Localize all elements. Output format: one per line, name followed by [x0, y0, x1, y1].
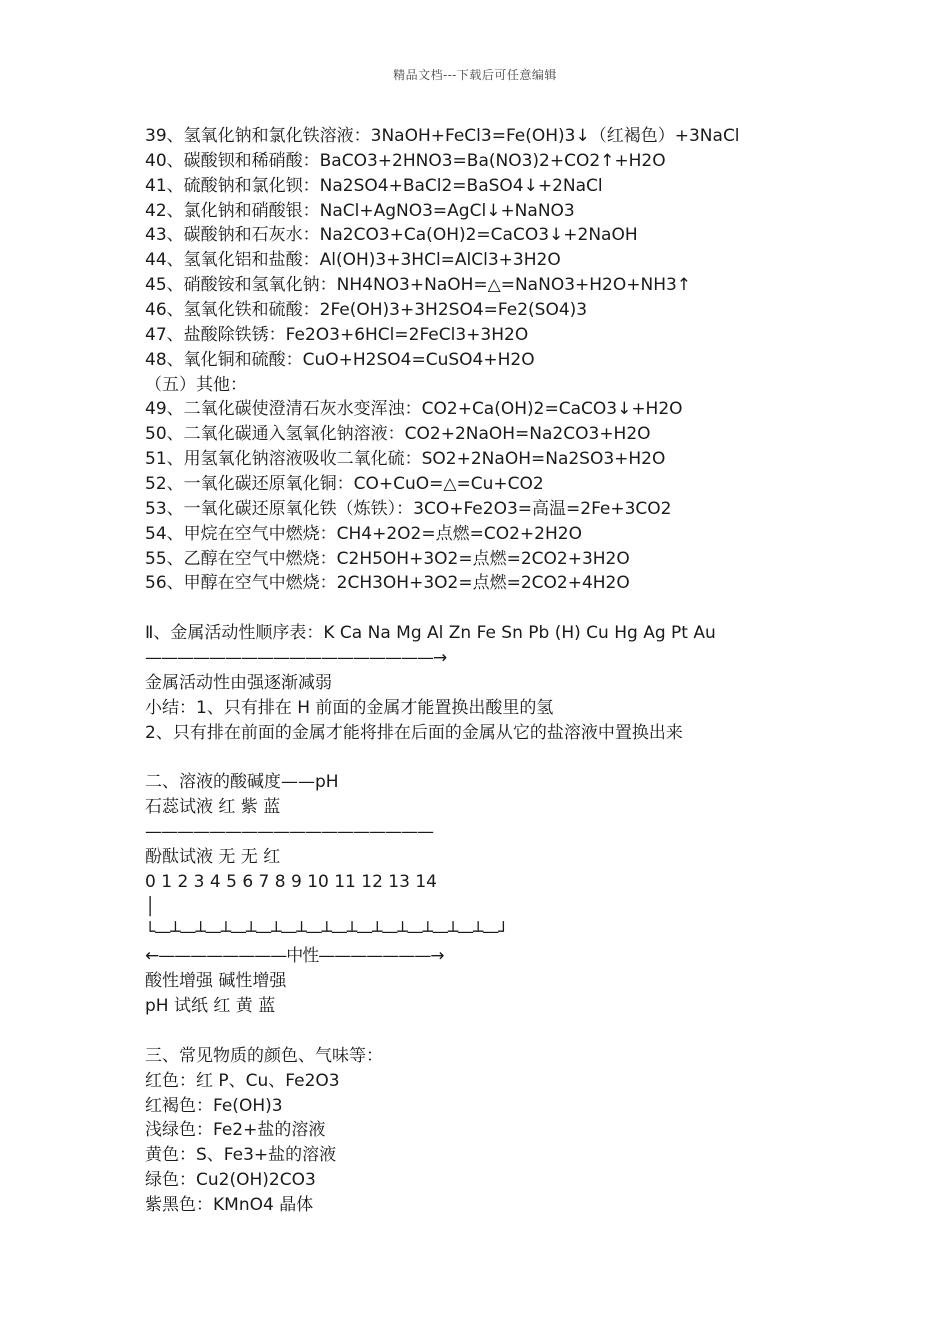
ph-scale-numbers: 0 1 2 3 4 5 6 7 8 9 10 11 12 13 14: [145, 871, 437, 892]
color-red-brown: 红褐色：Fe(OH)3: [145, 1095, 283, 1116]
ph-paper-colors: pH 试纸 红 黄 蓝: [145, 996, 276, 1017]
ph-scale-ruler: └—┴—┴—┴—┴—┴—┴—┴—┴—┴—┴—┴—┴—┴—┘: [145, 921, 508, 942]
activity-arrow: ——————————————————→: [145, 648, 447, 669]
section-other-heading: （五）其他：: [145, 374, 247, 395]
phenolphthalein-colors: 酚酞试液 无 无 红: [145, 846, 281, 867]
blank-line: [145, 1019, 935, 1044]
document-body: [145, 124, 935, 1218]
equation-47: 47、盐酸除铁锈：Fe2O3+6HCl=2FeCl3+3H2O: [145, 324, 529, 345]
color-purple-black: 紫黑色：KMnO4 晶体: [145, 1194, 314, 1215]
blank-line: [145, 745, 935, 770]
litmus-rule: ——————————————————: [145, 822, 433, 843]
section-colors-heading: 三、常见物质的颜色、气味等：: [145, 1045, 383, 1066]
equation-56: 56、甲醇在空气中燃烧：2CH3OH+3O2=点燃=2CO2+4H2O: [145, 573, 630, 594]
equation-46: 46、氢氧化铁和硫酸：2Fe(OH)3+3H2SO4=Fe2(SO4)3: [145, 300, 588, 321]
equation-43: 43、碳酸钠和石灰水：Na2CO3+Ca(OH)2=CaCO3↓+2NaOH: [145, 225, 638, 246]
equation-45: 45、硝酸铵和氢氧化钠：NH4NO3+NaOH=△=NaNO3+H2O+NH3↑: [145, 275, 692, 296]
summary-point-2: 2、只有排在前面的金属才能将排在后面的金属从它的盐溶液中置换出来: [145, 722, 683, 743]
color-light-green: 浅绿色：Fe2+盐的溶液: [145, 1120, 326, 1141]
equation-52: 52、一氧化碳还原氧化铜：CO+CuO=△=Cu+CO2: [145, 474, 544, 495]
color-yellow: 黄色：S、Fe3+盐的溶液: [145, 1145, 337, 1166]
equation-55: 55、乙醇在空气中燃烧：C2H5OH+3O2=点燃=2CO2+3H2O: [145, 548, 630, 569]
equation-41: 41、硫酸钠和氯化钡：Na2SO4+BaCl2=BaSO4↓+2NaCl: [145, 175, 603, 196]
equation-39: 39、氢氧化钠和氯化铁溶液：3NaOH+FeCl3=Fe(OH)3↓（红褐色）+3NaCl: [145, 126, 740, 146]
neutral-arrow: ←————————中性———————→: [145, 946, 444, 967]
equation-49: 49、二氧化碳使澄清石灰水变浑浊：CO2+Ca(OH)2=CaCO3↓+H2O: [145, 399, 683, 420]
color-green: 绿色：Cu2(OH)2CO3: [145, 1170, 316, 1191]
activity-caption: 金属活动性由强逐渐减弱: [145, 672, 332, 693]
equation-50: 50、二氧化碳通入氢氧化钠溶液：CO2+2NaOH=Na2CO3+H2O: [145, 424, 651, 445]
equation-48: 48、氧化铜和硫酸：CuO+H2SO4=CuSO4+H2O: [145, 349, 535, 370]
equation-42: 42、氯化钠和硝酸银：NaCl+AgNO3=AgCl↓+NaNO3: [145, 200, 575, 221]
equation-44: 44、氢氧化铝和盐酸：Al(OH)3+3HCl=AlCl3+3H2O: [145, 250, 561, 271]
page-header: 精品文档---下载后可任意编辑: [393, 68, 557, 82]
summary-point-1: 小结：1、只有排在 H 前面的金属才能置换出酸里的氢: [145, 697, 554, 718]
ph-scale-tick: │: [145, 896, 156, 917]
equation-51: 51、用氢氧化钠溶液吸收二氧化硫：SO2+2NaOH=Na2SO3+H2O: [145, 449, 666, 470]
section-ph-heading: 二、溶液的酸碱度——pH: [145, 772, 339, 793]
litmus-colors: 石蕊试液 红 紫 蓝: [145, 797, 281, 818]
equation-54: 54、甲烷在空气中燃烧：CH4+2O2=点燃=CO2+2H2O: [145, 523, 582, 544]
blank-line: [145, 596, 935, 621]
color-red: 红色：红 P、Cu、Fe2O3: [145, 1070, 340, 1091]
metal-activity-series: Ⅱ、金属活动性顺序表：K Ca Na Mg Al Zn Fe Sn Pb (H) Cu Hg Ag Pt Au: [145, 623, 716, 644]
equation-40: 40、碳酸钡和稀硝酸：BaCO3+2HNO3=Ba(NO3)2+CO2↑+H2O: [145, 150, 666, 171]
acid-base-trend: 酸性增强 碱性增强: [145, 971, 287, 992]
equation-53: 53、一氧化碳还原氧化铁（炼铁）：3CO+Fe2O3=高温=2Fe+3CO2: [145, 498, 672, 519]
